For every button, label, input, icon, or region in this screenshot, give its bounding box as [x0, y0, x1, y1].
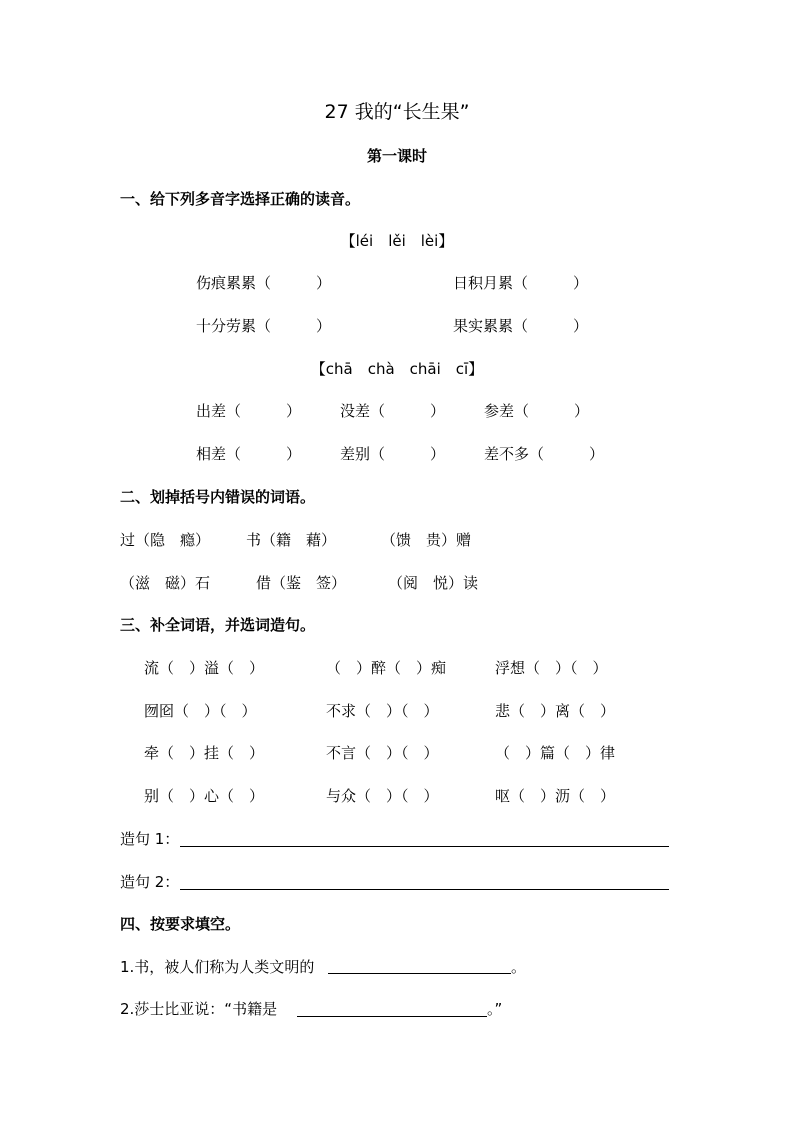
polyphone-item[interactable]: 伤痕累累（ ） — [196, 274, 332, 292]
pinyin-options-lei: 【léi lěi lèi】 — [340, 232, 454, 250]
sentence-1-label: 造句 1： — [120, 830, 180, 848]
idiom-item[interactable]: 与众（ ）（ ） — [326, 787, 439, 805]
word-choice-item[interactable]: （馈 贵）赠 — [381, 531, 472, 549]
polyphone-item[interactable]: 参差（ ） — [484, 402, 590, 420]
polyphone-item[interactable]: 差别（ ） — [340, 445, 446, 463]
idiom-item[interactable]: （ ）醉（ ）痴 — [326, 659, 447, 677]
polyphone-item[interactable]: 出差（ ） — [196, 402, 302, 420]
polyphone-item[interactable]: 没差（ ） — [340, 402, 446, 420]
polyphone-item[interactable]: 果实累累（ ） — [453, 317, 589, 335]
question-2-text: 2.莎士比亚说：“书籍是 — [120, 1000, 278, 1018]
idiom-item[interactable]: 牵（ ）挂（ ） — [144, 744, 265, 762]
idiom-item[interactable]: 呕（ ）沥（ ） — [495, 787, 616, 805]
page-subtitle: 第一课时 — [366, 147, 427, 165]
sentence-2-label: 造句 2： — [120, 873, 180, 891]
section1-heading: 一、给下列多音字选择正确的读音。 — [120, 190, 361, 208]
polyphone-item[interactable]: 日积月累（ ） — [453, 274, 589, 292]
section2-heading: 二、划掉括号内错误的词语。 — [120, 488, 316, 506]
question-1-end: 。 — [511, 958, 527, 976]
question-1-text: 1.书，被人们称为人类文明的 — [120, 958, 315, 976]
pinyin-options-cha: 【chā chà chāi cī】 — [310, 360, 484, 378]
word-choice-item[interactable]: （阅 悦）读 — [388, 574, 479, 592]
question-2-blank[interactable] — [297, 1016, 487, 1017]
word-choice-item[interactable]: 过（隐 瘾） — [120, 531, 211, 549]
question-1-blank[interactable] — [328, 973, 511, 974]
sentence-1-blank[interactable] — [180, 846, 669, 847]
idiom-item[interactable]: 别（ ）心（ ） — [144, 787, 265, 805]
word-choice-item[interactable]: 书（籍 藉） — [246, 531, 337, 549]
idiom-item[interactable]: 囫囵（ ）（ ） — [144, 702, 257, 720]
page-title: 27 我的“长生果” — [324, 101, 470, 123]
section3-heading: 三、补全词语，并选词造句。 — [120, 616, 316, 634]
section4-heading: 四、按要求填空。 — [120, 915, 241, 933]
idiom-item[interactable]: 不求（ ）（ ） — [326, 702, 439, 720]
idiom-item[interactable]: 浮想（ ）（ ） — [495, 659, 608, 677]
polyphone-item[interactable]: 十分劳累（ ） — [196, 317, 332, 335]
idiom-item[interactable]: 悲（ ）离（ ） — [495, 702, 616, 720]
idiom-item[interactable]: 不言（ ）（ ） — [326, 744, 439, 762]
word-choice-item[interactable]: 借（鉴 签） — [256, 574, 347, 592]
word-choice-item[interactable]: （滋 磁）石 — [120, 574, 211, 592]
polyphone-item[interactable]: 相差（ ） — [196, 445, 302, 463]
question-2-end: 。” — [487, 1000, 503, 1018]
sentence-2-blank[interactable] — [180, 889, 669, 890]
polyphone-item[interactable]: 差不多（ ） — [484, 445, 605, 463]
idiom-item[interactable]: （ ）篇（ ）律 — [495, 744, 616, 762]
idiom-item[interactable]: 流（ ）溢（ ） — [144, 659, 265, 677]
